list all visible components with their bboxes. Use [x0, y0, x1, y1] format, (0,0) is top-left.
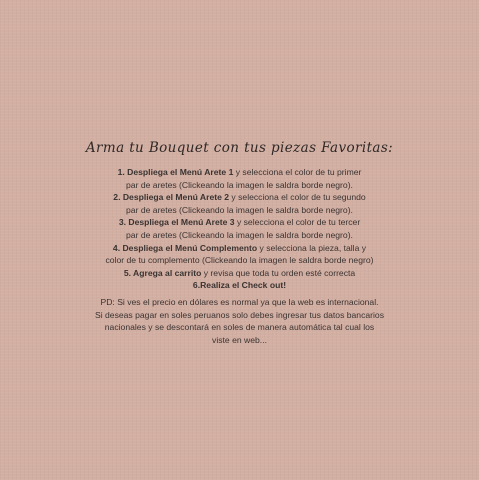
step-4-rest: y selecciona la pieza, talla y: [257, 242, 367, 253]
note-line-2: Si deseas pagar en soles peruanos solo debes ingresar tus datos bancarios: [94, 309, 385, 320]
step-1-line-2: par de aretes (Clickeando la imagen le saldra borde negro).: [126, 179, 353, 190]
step-2-line-1: [0, 191, 479, 204]
card-title: Arma tu Bouquet con tus piezas Favoritas:: [85, 140, 394, 156]
step-2-bold: 2. Despliega el Menú Arete 2: [113, 192, 230, 203]
step-4-line-2: color de tu complemento (Clickeando la imagen le saldra borde negro): [105, 255, 374, 266]
note-line-4: viste en web...: [212, 334, 267, 345]
step-2-rest: y selecciona el color de tu segundo: [229, 192, 366, 203]
step-4: [0, 242, 479, 267]
step-1-bold: 1. Despliega el Menú Arete 1: [117, 167, 234, 177]
step-3-rest: y selecciona el color de tu tercer: [234, 217, 361, 228]
step-6-bold: 6.Realiza el Check out!: [192, 280, 287, 291]
step-3-line-2: par de aretes (Clickeando la imagen le saldra borde negro).: [126, 229, 353, 240]
step-2: [0, 191, 479, 216]
steps-list: [0, 166, 479, 292]
step-6: [0, 279, 479, 292]
step-3-bold: 3. Despliega el Menú Arete 3: [118, 217, 235, 228]
step-3-line-1: [0, 216, 479, 229]
note-line-1: PD: Si ves el precio en dólares es normal ya que la web es internacional.: [100, 297, 379, 307]
step-6-line-1: [0, 279, 479, 292]
postscript-note: [0, 296, 479, 346]
step-5-bold: 5. Agrega al carrito: [123, 267, 202, 278]
step-1: [0, 166, 479, 191]
step-4-bold: 4. Despliega el Menú Complemento: [112, 242, 258, 253]
step-1-rest: y selecciona el color de tu primer: [233, 167, 362, 177]
step-4-line-1: [0, 242, 479, 255]
note-line-3: nacionales y se descontará en soles de manera automática tal cual los: [104, 322, 375, 333]
step-1-line-1: [0, 166, 479, 179]
step-2-line-2: par de aretes (Clickeando la imagen le saldra borde negro).: [126, 204, 353, 215]
step-5: [0, 267, 479, 280]
step-5-rest: y revisa que toda tu orden esté correcta: [201, 267, 356, 278]
step-3: [0, 216, 479, 241]
step-5-line-1: [0, 267, 479, 280]
